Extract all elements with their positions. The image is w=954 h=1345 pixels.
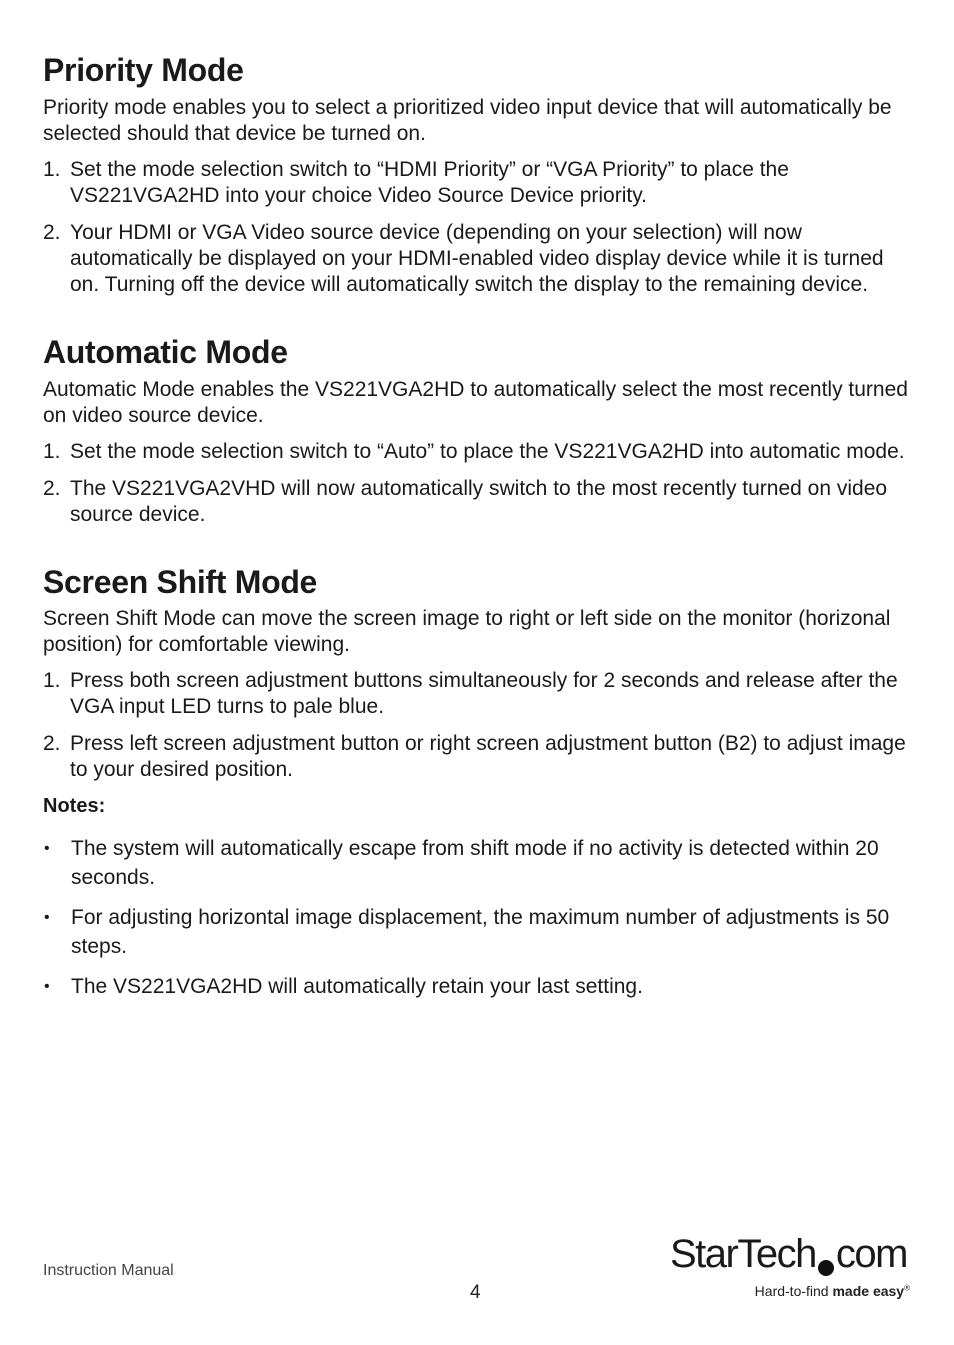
note-text: For adjusting horizontal image displacement, the maximum number of adjustments is 50 steps. <box>71 906 890 959</box>
step-number: 1. <box>43 157 61 181</box>
tagline-regular: Hard-to-find <box>754 1283 833 1299</box>
step-text: Press left screen adjustment button or right screen adjustment button (B2) to adjust image to your desired position. <box>70 732 906 782</box>
bullet-icon: • <box>44 840 50 858</box>
note-item <box>43 834 911 892</box>
section-title: Screen Shift Mode <box>43 563 318 600</box>
step-number: 2. <box>43 732 61 756</box>
logo-dot-icon <box>818 1260 834 1276</box>
section-intro: Priority mode enables you to select a prioritized video input device that will automatically be selected should that device be turned on. <box>43 95 892 145</box>
step-item <box>43 439 911 465</box>
logo-wordmark-suffix: com <box>835 1232 907 1276</box>
step-item <box>43 157 911 209</box>
notes-list <box>43 834 911 1001</box>
step-list <box>43 439 911 528</box>
logo-tagline <box>755 1283 910 1299</box>
step-text: The VS221VGA2VHD will now automatically switch to the most recently turned on video source device. <box>70 476 888 526</box>
step-text: Press both screen adjustment buttons simultaneously for 2 seconds and release after the VGA input LED turns to pale blue. <box>70 669 898 719</box>
registered-mark: ® <box>904 1283 910 1293</box>
page-number: 4 <box>470 1282 481 1303</box>
section-title: Automatic Mode <box>43 333 288 370</box>
step-number: 2. <box>43 476 61 500</box>
step-item <box>43 731 911 783</box>
note-text: The system will automatically escape from shift mode if no activity is detected within 20 seconds. <box>71 837 879 890</box>
page-content <box>43 52 911 1037</box>
step-item <box>43 220 911 298</box>
section-title: Priority Mode <box>43 52 244 88</box>
startech-logo <box>670 1232 910 1302</box>
section-intro: Automatic Mode enables the VS221VGA2HD to automatically select the most recently turned on video source device. <box>43 377 908 427</box>
step-text: Set the mode selection switch to “HDMI Priority” or “VGA Priority” to place the VS221VGA2HD into your choice Video Source Device priority. <box>70 157 789 207</box>
step-number: 2. <box>43 220 61 244</box>
note-item <box>43 903 911 961</box>
tagline-bold: made easy <box>832 1283 905 1299</box>
step-list <box>43 668 911 783</box>
step-list <box>43 157 911 298</box>
note-text: The VS221VGA2HD will automatically retain your last setting. <box>71 975 643 999</box>
note-item <box>43 972 911 1001</box>
bullet-icon: • <box>44 909 50 927</box>
footer-manual-label: Instruction Manual <box>43 1262 174 1279</box>
logo-wordmark-main: StarTech <box>670 1232 816 1276</box>
section-screen-shift-mode <box>43 564 911 1002</box>
step-number: 1. <box>43 439 61 463</box>
section-intro: Screen Shift Mode can move the screen image to right or left side on the monitor (horizonal position) for comfortable viewing. <box>43 607 891 657</box>
logo-wordmark <box>670 1232 907 1277</box>
step-number: 1. <box>43 669 61 693</box>
step-item <box>43 476 911 528</box>
step-item <box>43 668 911 720</box>
notes-title: Notes: <box>43 795 106 818</box>
step-text: Set the mode selection switch to “Auto” to place the VS221VGA2HD into automatic mode. <box>70 439 905 463</box>
step-text: Your HDMI or VGA Video source device (depending on your selection) will now automatically be displayed on your HDMI-enabled video display device while it is turned on. Turning off the device will automatically switch the display to the remaining device. <box>70 220 884 296</box>
section-priority-mode <box>43 52 911 298</box>
bullet-icon: • <box>44 978 50 996</box>
section-automatic-mode <box>43 334 911 528</box>
